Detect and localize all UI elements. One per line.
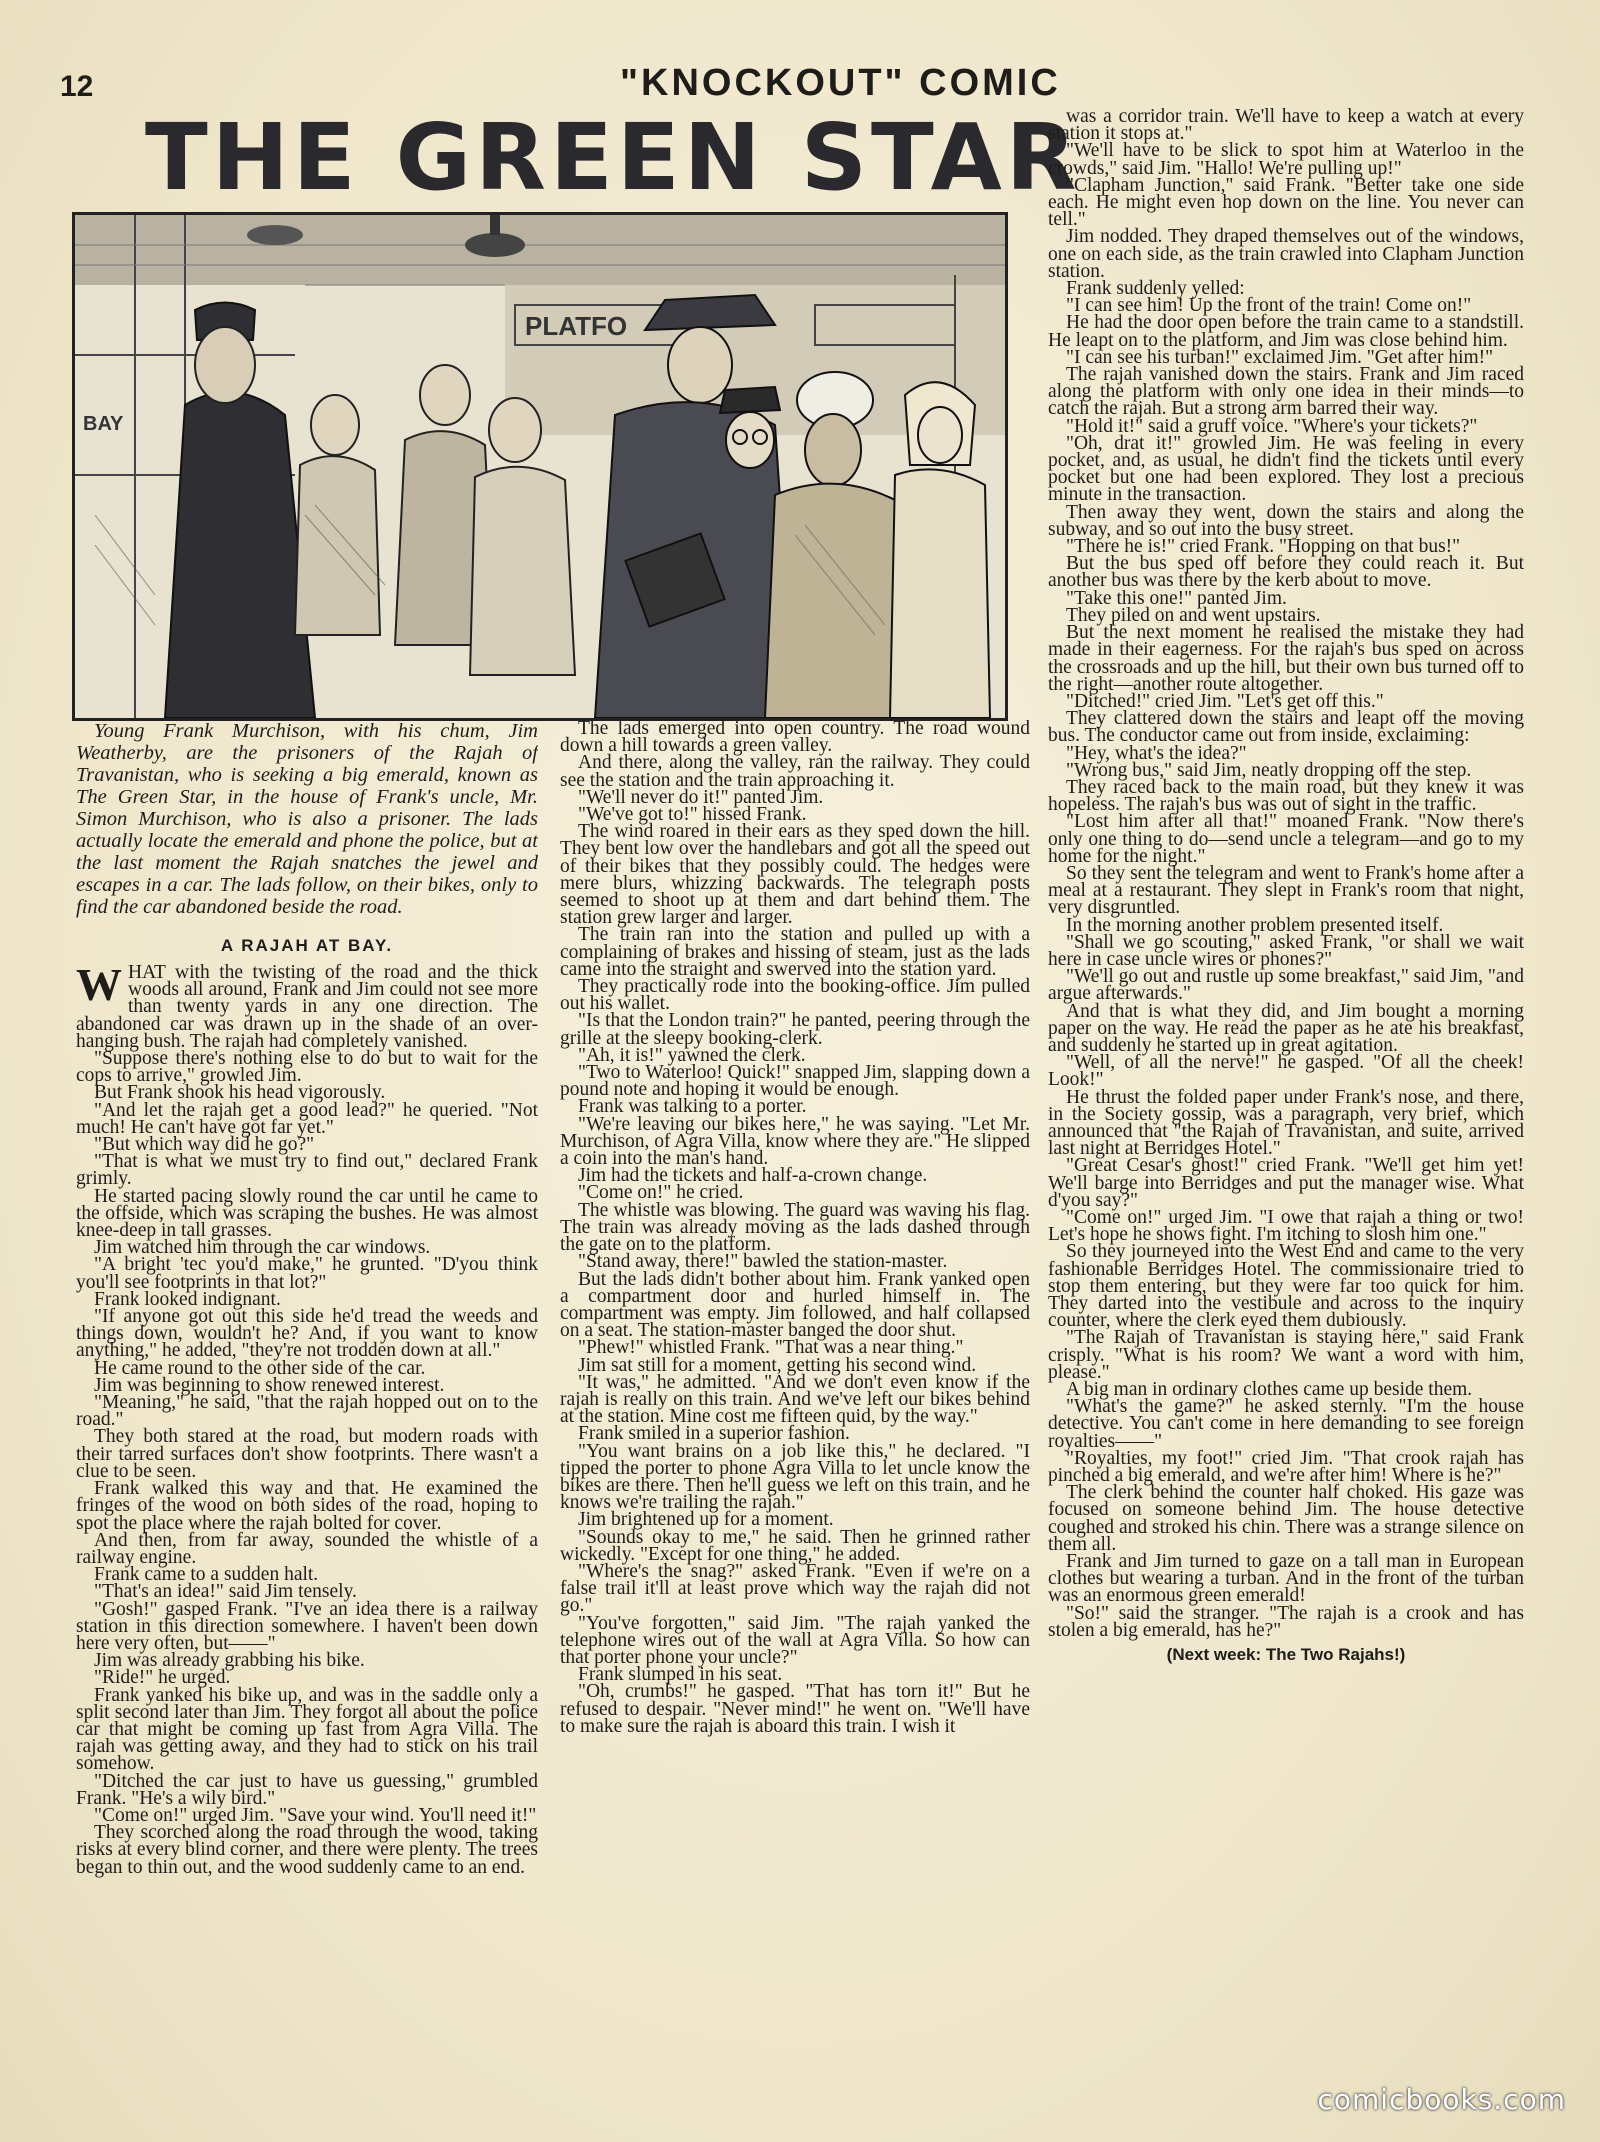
paragraph: But the next moment he realised the mistake they had made in their eagerness. For the rajah's bus sped on across the crossroads and up the hill, but their own bus turned off to the right—another route altogether. (1048, 622, 1524, 695)
paragraph: "You want brains on a job like this," he declared. "I tipped the porter to phone Agra Villa to let uncle know the bikes are there. Then he'll guess we left on this train, and he knows we're trailing the rajah." (560, 1440, 1030, 1514)
paragraph: "We've got to!" hissed Frank. (578, 804, 807, 826)
station-scene-image (75, 215, 1005, 718)
first-paragraph: WHAT with the twisting of the road and the thick woods all around, Frank and Jim could not see more than twenty yards in any one direction. The abandoned car was drawn up in the shade of an over-hanging bush. The rajah had completely vanished. (76, 959, 538, 1052)
paragraph: "Hold it!" said a gruff voice. "Where's your tickets?" (1066, 415, 1478, 437)
paragraph: "Sounds okay to me," he said. Then he grinned rather wickedly. "Except for one thing," he added. (560, 1526, 1030, 1565)
drop-cap: W (76, 959, 122, 1010)
paragraph: "What's the game?" he asked sternly. "I'm the house detective. You can't come in here demanding to see foreign royalties——" (1048, 1396, 1524, 1452)
paragraph: "I can see his turban!" exclaimed Jim. "Get after him!" (1066, 346, 1494, 368)
paragraph: "Meaning," he said, "that the rajah hopped out on to the road." (76, 1392, 538, 1431)
paragraph: "Shall we go scouting," asked Frank, "or shall we wait here in case uncle wires or phones?" (1048, 931, 1524, 970)
story-intro: Young Frank Murchison, with his chum, Jim Weatherby, are the prisoners of the Rajah of Travanistan, who is seeking a big emerald, known as The Green Star, in the house of Frank's uncle, Mr. Simon Murchison, who is also a prisoner. The lads actually locate the emerald and phone the police, but at the last moment the Rajah snatches the jewel and escapes in a car. The lads follow, on their bikes, only to find the car abandoned beside the road. (76, 720, 538, 918)
paragraph: "Where's the snag?" asked Frank. "Even if we're on a false trail it'll at least prove which way the rajah did not go." (560, 1560, 1030, 1617)
paragraph: Jim sat still for a moment, getting his second wind. (578, 1354, 977, 1376)
paragraph: "Stand away, there!" bawled the station-master. (578, 1251, 948, 1273)
paragraph: "We're leaving our bikes here," he was saying. "Let Mr. Murchison, of Agra Villa, know where they are." He slipped a coin into the man's hand. (560, 1113, 1030, 1170)
paragraph: They raced back to the main road, but they knew it was hopeless. The rajah's bus was out of sight in the traffic. (1048, 776, 1524, 816)
platform-sign: PLATFO (525, 311, 628, 341)
paragraph: The lads emerged into open country. The road wound down a hill towards a green valley. (560, 720, 1030, 757)
chapter-subhead: A RAJAH AT BAY. (220, 936, 394, 955)
story-illustration (72, 212, 1008, 721)
paragraph: Frank slumped in his seat. (578, 1664, 783, 1686)
paragraph: Jim was beginning to show renewed interest. (94, 1374, 445, 1396)
paragraph: But the bus sped off before they could reach it. But another bus was there by the kerb about to move. (1048, 553, 1524, 592)
masthead: "KNOCKOUT" COMIC (620, 62, 1061, 104)
bay-sign: BAY (83, 413, 124, 435)
paragraph: "But which way did he go?" (94, 1134, 315, 1156)
paragraph: Jim nodded. They draped themselves out of the windows, one on each side, as the train crawled into Clapham Junction station. (1048, 226, 1524, 282)
paragraph: "Come on!" he cried. (578, 1182, 744, 1204)
col2-paragraphs (560, 720, 1030, 1735)
col3-paragraphs (1048, 108, 1524, 1639)
paragraph: "We'll never do it!" panted Jim. (578, 786, 824, 808)
paragraph: "That is what we must try to find out," declared Frank grimly. (76, 1151, 538, 1190)
paragraph: "Gosh!" gasped Frank. "I've an idea there is a railway station in this direction somewhere. I haven't been down here very often, but——" (76, 1598, 538, 1654)
paragraph: "Oh, drat it!" growled Jim. He was feeling in every pocket, and, as usual, he didn't find the tickets until every pocket but one had been explored. They lost a precious minute in the transaction. (1048, 432, 1524, 506)
paragraph: "You've forgotten," said Jim. "The rajah yanked the telephone wires out of the wall at Agra Villa. So how can that porter phone your uncle?" (560, 1612, 1030, 1668)
paragraph: Frank smiled in a superior fashion. (578, 1423, 850, 1445)
paragraph: Jim was already grabbing his bike. (94, 1650, 365, 1672)
paragraph: "Ah, it is!" yawned the clerk. (578, 1044, 806, 1066)
paragraph: "I can see him! Up the front of the train! Come on!" (1066, 295, 1472, 317)
paragraph: They clattered down the stairs and leapt off the moving bus. The conductor came out from inside, exclaiming: (1048, 708, 1524, 747)
paragraph: "Lost him after all that!" moaned Frank. "Now there's only one thing to do—send uncle a telegram—and go to my home for the night." (1048, 811, 1524, 867)
paragraph: "A bright 'tec you'd make," he grunted. "D'you think you'll see footprints in that lot?" (76, 1254, 538, 1293)
paragraph: "Two to Waterloo! Quick!" snapped Jim, slapping down a pound note and hoping it would be enough. (560, 1062, 1030, 1101)
paragraph: "So!" said the stranger. "The rajah is a crook and has stolen a big emerald, has he?" (1048, 1602, 1524, 1641)
text-column-3 (1048, 108, 1524, 2043)
paragraph: Jim brightened up for a moment. (578, 1509, 834, 1531)
paragraph: "Well, of all the nerve!" he gasped. "Of all the cheek! Look!" (1048, 1052, 1524, 1091)
paragraph: "And let the rajah get a good lead?" he queried. "Not much! He can't have got far yet." (76, 1099, 538, 1138)
col1-paragraphs (76, 1050, 538, 1876)
paragraph: The whistle was blowing. The guard was waving his flag. The train was already moving as the lads dashed through the gate on to the platform. (560, 1199, 1030, 1256)
paragraph: But the lads didn't bother about him. Frank yanked open a compartment door and hurled himself in. The compartment was empty. Jim followed, and half collapsed on a seat. The station-master banged the door shut. (560, 1268, 1030, 1342)
next-week-teaser: (Next week: The Two Rajahs!) (1166, 1645, 1406, 1665)
paragraph: So they journeyed into the West End and came to the very fashionable Berridges Hotel. The commissionaire tried to stop them entering, but they were far too quick for him. They darted into the vestibule and across to the inquiry counter, where the clerk eyed them dubiously. (1048, 1241, 1524, 1332)
paragraph: "Take this one!" panted Jim. (1066, 587, 1287, 609)
paragraph: Frank and Jim turned to gaze on a tall man in European clothes but wearing a turban. And in the front of the turban was an enormous green emerald! (1048, 1551, 1524, 1607)
paragraph: "There he is!" cried Frank. "Hopping on that bus!" (1066, 536, 1461, 558)
text-column-2 (560, 720, 1030, 2040)
paragraph: He thrust the folded paper under Frank's nose, and there, in the Society gossip, was a paragraph, very brief, which announced that "the Rajah of Travanistan, and suite, arrived last night at Berridges Hotel." (1048, 1086, 1524, 1160)
paragraph: He had the door open before the train came to a standstill. He leapt on to the platform, and Jim was close behind him. (1048, 312, 1524, 351)
paragraph: "Is that the London train?" he panted, peering through the grille at the sleepy booking-clerk. (560, 1010, 1030, 1049)
paragraph: "That's an idea!" said Jim tensely. (94, 1581, 357, 1603)
paragraph: "Clapham Junction," said Frank. "Better take one side each. He might even hop down on the line. You never can tell." (1048, 174, 1524, 231)
paragraph: But Frank shook his head vigorously. (94, 1082, 386, 1104)
paragraph: They scorched along the road through the wood, taking risks at every blind corner, and there were plenty. The trees began to thin out, and the wood suddenly came to an end. (76, 1822, 538, 1878)
paragraph: was a corridor train. We'll have to keep a watch at every station it stops at." (1048, 108, 1524, 145)
paragraph: Frank was talking to a porter. (578, 1096, 807, 1118)
paragraph: They practically rode into the booking-office. Jim pulled out his wallet. (560, 976, 1030, 1015)
paragraph: Frank suddenly yelled: (1066, 278, 1245, 300)
paragraph: Frank came to a sudden halt. (94, 1564, 319, 1586)
paragraph: "Wrong bus," said Jim, neatly dropping off the step. (1066, 759, 1472, 781)
paragraph: They piled on and went upstairs. (1066, 604, 1321, 626)
paragraph: "Great Cesar's ghost!" cried Frank. "We'll get him yet! We'll barge into Berridges and put the manager wise. What d'you say?" (1048, 1155, 1524, 1211)
paragraph: The rajah vanished down the stairs. Frank and Jim raced along the platform with only one idea in their minds—to catch the rajah. But a strong arm barred their way. (1048, 364, 1524, 420)
paragraph: The wind roared in their ears as they sped down the hill. They bent low over the handlebars and got all the speed out of their bikes that they possibly could. The hedges were mere blurs, whizzing backwards. The telegraph posts seemed to shoot up at them and dart behind them. The station grew larger and larger. (560, 821, 1030, 929)
paragraph: "Ditched the car just to have us guessing," grumbled Frank. "He's a wily bird." (76, 1770, 538, 1809)
page-number: 12 (60, 70, 94, 103)
story-title: THE GREEN STAR (145, 104, 1081, 211)
paragraph: "Oh, crumbs!" he gasped. "That has torn it!" But he refused to despair. "Never mind!" he went on. "We'll have to make sure the rajah is aboard this train. I wish it (560, 1681, 1030, 1737)
paragraph: The train ran into the station and pulled up with a complaining of brakes and hissing of steam, just as the lads came into the straight and swerved into the station yard. (560, 924, 1030, 980)
paragraph: Then away they went, down the stairs and along the subway, and so out into the busy street. (1048, 501, 1524, 540)
paragraph: Jim watched him through the car windows. (94, 1237, 431, 1259)
paragraph: "If anyone got out this side he'd tread the weeds and things down, wouldn't he? And, if you want to know anything," he added, "they're not trodden down at all." (76, 1306, 538, 1362)
paragraph: "Come on!" urged Jim. "Save your wind. You'll need it!" (94, 1804, 537, 1826)
paragraph: "Suppose there's nothing else to do but to wait for the cops to arrive," growled Jim. (76, 1048, 538, 1087)
paragraph: "Royalties, my foot!" cried Jim. "That crook rajah has pinched a big emerald, and we're after him! Where is he?" (1048, 1447, 1524, 1487)
paragraph: The clerk behind the counter half choked. His gaze was focused on someone behind Jim. The house detective coughed and stroked his chin. There was a strange silence on them all. (1048, 1482, 1524, 1555)
paragraph: "The Rajah of Travanistan is staying here," said Frank crisply. "What is his room? We want a word with him, please." (1048, 1327, 1524, 1383)
paragraph: "Ditched!" cried Jim. "Let's get off this." (1066, 690, 1384, 712)
paragraph: "It was," he admitted. "And we don't even know if the rajah is really on this train. And we've left our bikes behind at the station. Mine cost me fifteen quid, by the way." (560, 1371, 1030, 1428)
paragraph: A big man in ordinary clothes came up beside them. (1066, 1379, 1473, 1401)
paragraph: "Come on!" urged Jim. "I owe that rajah a thing or two! Let's hope he shows fight. I'm itching to slosh him one." (1048, 1207, 1524, 1246)
paragraph: "We'll have to be slick to spot him at Waterloo in the crowds," said Jim. "Hallo! We're pulling up!" (1048, 140, 1524, 179)
paragraph: Jim had the tickets and half-a-crown change. (578, 1165, 928, 1187)
paragraph: "Ride!" he urged. (94, 1667, 231, 1689)
paragraph: "Hey, what's the idea?" (1066, 742, 1247, 764)
text-column-1 (76, 720, 538, 2040)
watermark: comicbooks.com (1317, 2083, 1566, 2116)
paragraph: Frank walked this way and that. He examined the fringes of the wood on both sides of the road, hoping to spot the place where the rajah bolted for cover. (76, 1478, 538, 1534)
paragraph: And then, from far away, sounded the whistle of a railway engine. (76, 1529, 538, 1568)
paragraph: And there, along the valley, ran the railway. They could see the station and the train approaching it. (560, 752, 1030, 791)
paragraph: In the morning another problem presented itself. (1066, 914, 1444, 936)
paragraph: Frank looked indignant. (94, 1288, 281, 1310)
paragraph: And that is what they did, and Jim bought a morning paper on the way. He read the paper as he ate his breakfast, and suddenly he started up in great agitation. (1048, 1000, 1524, 1056)
paragraph: So they sent the telegram and went to Frank's home after a meal at a restaurant. They slept in Frank's room that night, very disgruntled. (1048, 862, 1524, 919)
paragraph: Frank yanked his bike up, and was in the saddle only a split second later than Jim. They forgot all about the police car that might be coming up fast from Agra Villa. The rajah was getting away, and they had to stick on his trail somehow. (76, 1684, 538, 1775)
paragraph: He started pacing slowly round the car until he came to the offside, which was scraping the bushes. He was almost knee-deep in tall grasses. (76, 1185, 538, 1242)
paragraph: He came round to the other side of the car. (94, 1357, 426, 1379)
paragraph: "We'll go out and rustle up some breakfast," said Jim, "and argue afterwards." (1048, 966, 1524, 1005)
paragraph: They both stared at the road, but modern roads with their tarred surfaces don't show footprints. There wasn't a clue to be seen. (76, 1426, 538, 1482)
paragraph: "Phew!" whistled Frank. "That was a near thing." (578, 1337, 964, 1359)
